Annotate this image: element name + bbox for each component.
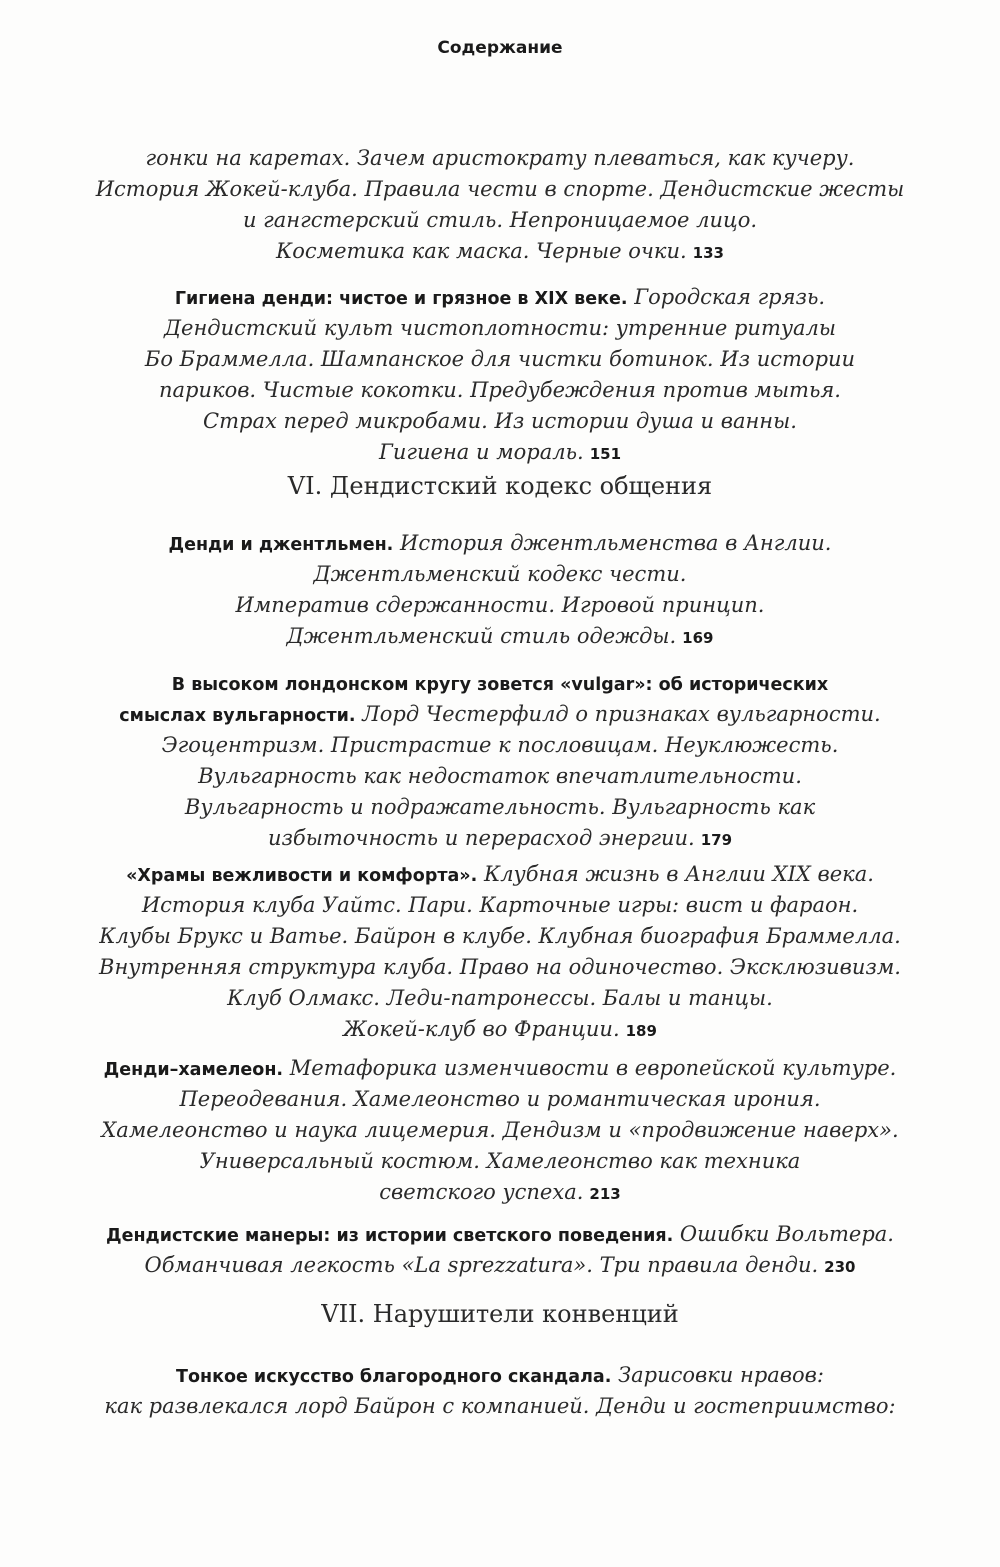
toc-entry — [60, 668, 940, 854]
entry-line: Жокей-клуб во Франции. 189 — [343, 1017, 657, 1041]
entry-title: В высоком лондонском кругу зовется «vulgar»: об исторических — [171, 675, 829, 695]
entry-line: Переодевания. Хамелеонство и романтическая ирония. — [179, 1087, 821, 1111]
page-number: 179 — [700, 831, 733, 849]
entry-line: Императив сдержанности. Игровой принцип. — [235, 593, 765, 617]
entry-line: Тонкое искусство благородного скандала. Зарисовки нравов: — [176, 1363, 824, 1387]
entry-line: Клубы Брукс и Ватье. Байрон в клубе. Клубная биография Браммелла. — [99, 924, 901, 948]
toc-entry — [60, 1053, 940, 1208]
entry-line: Вульгарность и подражательность. Вульгарность как — [184, 795, 816, 819]
entry-line: Хамелеонство и наука лицемерия. Дендизм и «продвижение наверх». — [101, 1118, 899, 1142]
section-heading: VI. Дендистский кодекс общения — [287, 472, 713, 500]
entry-title: смыслах вульгарности. — [119, 706, 356, 726]
entry-line: Страх перед микробами. Из истории душа и ванны. — [203, 409, 797, 433]
entry-title: Дендистские манеры: из истории светского поведения. — [106, 1226, 674, 1246]
entry-line: Денди и джентльмен. История джентльменства в Англии. — [168, 531, 832, 555]
section-heading: VII. Нарушители конвенций — [321, 1300, 679, 1328]
entry-title: Денди–хамелеон. — [103, 1060, 284, 1080]
toc-entry — [60, 1219, 940, 1281]
toc-entry — [60, 1360, 940, 1422]
toc-entry — [60, 528, 940, 652]
entry-line: Обманчивая легкость «La sprezzatura». Три правила денди. 230 — [144, 1253, 856, 1277]
entry-line: История Жокей-клуба. Правила чести в спорте. Дендистские жесты — [95, 177, 905, 201]
entry-line: как развлекался лорд Байрон с компанией. Денди и гостеприимство: — [104, 1394, 896, 1418]
entry-line: гонки на каретах. Зачем аристократу плеваться, как кучеру. — [145, 146, 855, 170]
page-number: 213 — [589, 1185, 621, 1203]
toc-entry — [60, 282, 940, 468]
entry-title: Тонкое искусство благородного скандала. — [176, 1367, 612, 1387]
toc-entry — [60, 143, 940, 267]
entry-line: париков. Чистые кокотки. Предубеждения против мытья. — [159, 378, 841, 402]
entry-line — [60, 668, 940, 699]
entry-line: избыточность и перерасход энергии. 179 — [267, 826, 733, 850]
entry-line: Гигиена денди: чистое и грязное в XIX веке. Городская грязь. — [174, 285, 826, 309]
entry-line: Бо Браммелла. Шампанское для чистки ботинок. Из истории — [144, 347, 856, 371]
page-number: 169 — [682, 629, 714, 647]
entry-line: Дендистский культ чистоплотности: утренние ритуалы — [163, 316, 837, 340]
entry-title: «Храмы вежливости и комфорта». — [126, 866, 478, 886]
entry-line: История клуба Уайтс. Пари. Карточные игры: вист и фараон. — [141, 893, 859, 917]
entry-line: Эгоцентризм. Пристрастие к пословицам. Неуклюжесть. — [161, 733, 839, 757]
entry-line: Косметика как маска. Черные очки. 133 — [276, 239, 724, 263]
entry-title: Денди и джентльмен. — [168, 535, 394, 555]
entry-line: Дендистские манеры: из истории светского поведения. Ошибки Вольтера. — [106, 1222, 894, 1246]
entry-line: Клуб Олмакс. Леди-патронессы. Балы и танцы. — [227, 986, 773, 1010]
entry-line: Денди–хамелеон. Метафорика изменчивости в европейской культуре. — [103, 1056, 897, 1080]
entry-line: Джентльменский стиль одежды. 169 — [286, 624, 714, 648]
entry-line: смыслах вульгарности. Лорд Честерфилд о признаках вульгарности. — [119, 702, 881, 726]
entry-line: светского успеха. 213 — [379, 1180, 621, 1204]
page-number: 189 — [625, 1022, 657, 1040]
toc-entry — [60, 859, 940, 1045]
entry-line: Вульгарность как недостаток впечатлительности. — [198, 764, 802, 788]
entry-line: Гигиена и мораль. 151 — [378, 440, 622, 464]
page-number: 151 — [589, 445, 622, 463]
entry-line: Джентльменский кодекс чести. — [313, 562, 687, 586]
entry-line: и гангстерский стиль. Непроницаемое лицо. — [242, 208, 758, 232]
entry-line: Внутренняя структура клуба. Право на одиночество. Эксклюзивизм. — [99, 955, 901, 979]
entry-line: Универсальный костюм. Хамелеонство как техника — [199, 1149, 801, 1173]
entry-line: «Храмы вежливости и комфорта». Клубная жизнь в Англии XIX века. — [126, 862, 874, 886]
page-number: 133 — [692, 244, 724, 262]
page-number: 230 — [824, 1258, 856, 1276]
entry-title: Гигиена денди: чистое и грязное в XIX веке. — [174, 289, 628, 309]
running-header: Содержание — [437, 38, 563, 58]
